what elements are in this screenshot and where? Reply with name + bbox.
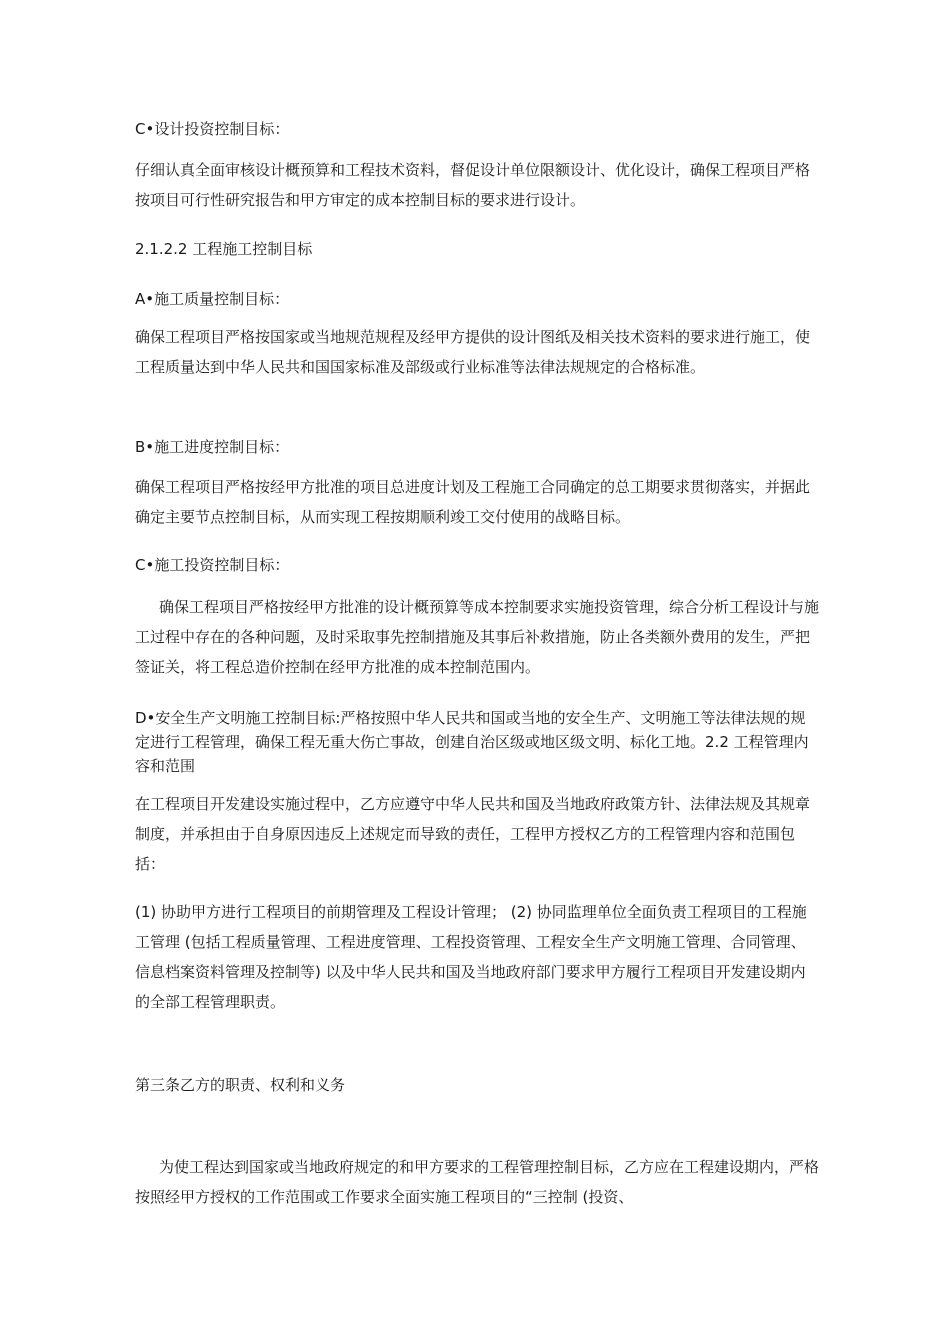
heading-construction-investment-control: C•施工投资控制目标： xyxy=(135,556,290,574)
heading-construction-schedule-control: B•施工进度控制目标： xyxy=(135,438,290,456)
heading-construction-quality-control: A•施工质量控制目标： xyxy=(135,290,290,308)
section-heading-construction-control: 2.1.2.2 工程施工控制目标 xyxy=(135,240,313,258)
paragraph-design-review: 仔细认真全面审核设计概预算和工程技术资料，督促设计单位限额设计、优化设计，确保工程项目严格按项目可行性研究报告和甲方审定的成本控制目标的要求进行设计。 xyxy=(135,161,811,209)
paragraph-construction-schedule: 确保工程项目严格按经甲方批准的项目总进度计划及工程施工合同确定的总工期要求贯彻落实，并据此确定主要节点控制目标，从而实现工程按期顺利竣工交付使用的战略目标。 xyxy=(135,478,811,526)
paragraph-management-scope-items: (1) 协助甲方进行工程项目的前期管理及工程设计管理； (2) 协同监理单位全面负责工程项目的工程施工管理 (包括工程质量管理、工程进度管理、工程投资管理、工程安全生产文明施工管理、合同管理、信息档案资料管理及控制等) 以及中华人民共和国及当地政府部门要求甲方履行工程项目开发建设期内的全部工程管理职责。 xyxy=(135,903,807,1011)
paragraph-article-three-body: 为使工程达到国家或当地政府规定的和甲方要求的工程管理控制目标，乙方应在工程建设期内，严格按照经甲方授权的工作范围或工作要求全面实施工程项目的“三控制 (投资、 xyxy=(135,1158,820,1206)
paragraph-construction-quality: 确保工程项目严格按国家或当地规范规程及经甲方提供的设计图纸及相关技术资料的要求进行施工，使工程质量达到中华人民共和国国家标准及部级或行业标准等法律法规规定的合格标准。 xyxy=(135,328,811,376)
paragraph-construction-investment: 确保工程项目严格按经甲方批准的设计概预算等成本控制要求实施投资管理，综合分析工程设计与施工过程中存在的各种问题，及时采取事先控制措施及其事后补救措施，防止各类额外费用的发生，严把签证关，将工程总造价控制在经甲方批准的成本控制范围内。 xyxy=(135,598,820,676)
paragraph-management-scope-intro: 在工程项目开发建设实施过程中，乙方应遵守中华人民共和国及当地政府政策方针、法律法规及其规章制度，并承担由于自身原因违反上述规定而导致的责任，工程甲方授权乙方的工程管理内容和范围包括： xyxy=(135,795,811,873)
heading-design-investment-control: C•设计投资控制目标： xyxy=(135,120,290,138)
article-three-heading: 第三条乙方的职责、权利和义务 xyxy=(135,1076,346,1094)
paragraph-safety-civilized-construction: D•安全生产文明施工控制目标:严格按照中华人民共和国或当地的安全生产、文明施工等法律法规的规定进行工程管理，确保工程无重大伤亡事故，创建自治区级或地区级文明、标化工地。2.2 工程管理内容和范围 xyxy=(135,709,809,775)
